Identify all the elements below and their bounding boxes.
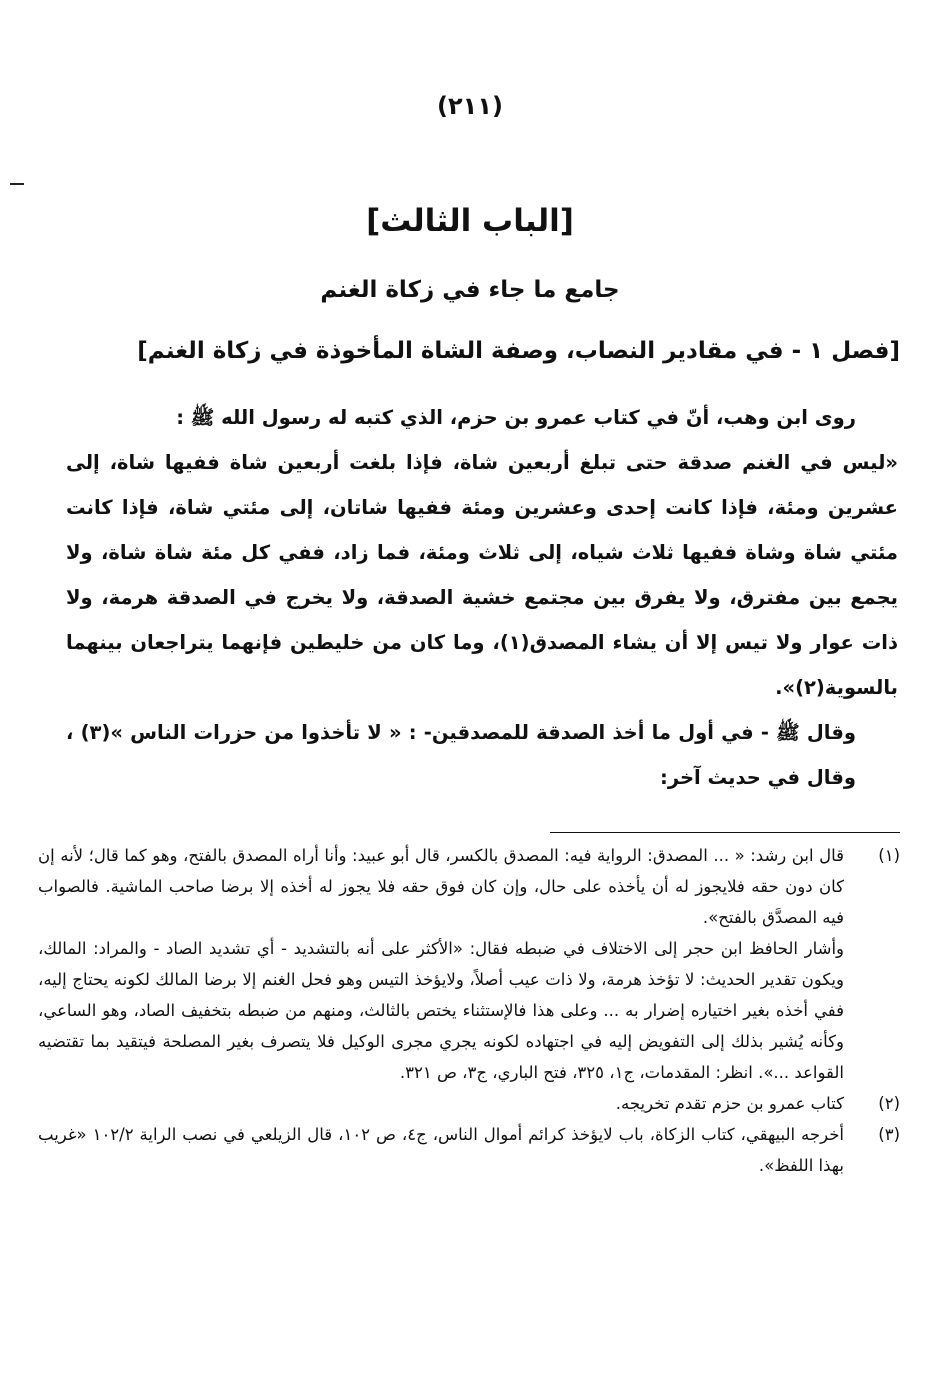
paragraph-narration: روى ابن وهب، أنّ في كتاب عمرو بن حزم، الذي كتبه له رسول الله ﷺ : bbox=[176, 406, 856, 429]
section-heading: [فصل ١ - في مقادير النصاب، وصفة الشاة المأخوذة في زكاة الغنم] bbox=[137, 338, 900, 364]
footnote bbox=[38, 1088, 900, 1119]
footnote bbox=[38, 840, 900, 933]
footnote-text: قال ابن رشد: « ... المصدق: الرواية فيه: المصدق بالكسر، قال أبو عبيد: وأنا أراه المصدق بالفتح، وهو كما قال؛ لأنه إن كان دون حقه فلايجوز له أن يأخذه على حال، وإن كان فوق حقه فلا يجوز له أخذه إلا برضا صاحب الماشية. فالصواب فيه المصدَّق بالفتح». bbox=[38, 846, 844, 927]
page-number: (٢١١) bbox=[437, 92, 503, 120]
paragraph-hadith: «ليس في الغنم صدقة حتى تبلغ أربعين شاة، فإذا بلغت أربعين شاة ففيها شاة، إلى عشرين ومئة، فإذا كانت إحدى وعشرين ومئة ففيها شاتان، إلى مئتي شاة، فإذا كانت مئتي شاة وشاة ففيها ثلاث شياه، إلى ثلاث ومئة، فما زاد، ففي كل مئة شاة شاة، ولا يجمع بين مفترق، ولا يفرق بين مجتمع خشية الصدقة، ولا يخرج في الصدقة هرمة، ولا ذات عوار ولا تيس إلا أن يشاء المصدق(١)، وما كان من خليطين فإنهما يتراجعان بينهما بالسوية(٢)». bbox=[66, 451, 898, 699]
chapter-subtitle: جامع ما جاء في زكاة الغنم bbox=[320, 277, 620, 303]
main-text bbox=[66, 395, 898, 800]
margin-mark bbox=[10, 183, 24, 185]
footnote bbox=[38, 1119, 900, 1181]
footnote-divider bbox=[550, 832, 900, 833]
footnotes bbox=[38, 840, 900, 1181]
footnote-continuation: وأشار الحافظ ابن حجر إلى الاختلاف في ضبطه فقال: «الأكثر على أنه بالتشديد - أي تشديد الصاد - والمراد: المالك، ويكون تقدير الحديث: لا تؤخذ هرمة، ولا ذات عيب أصلاً، ولايؤخذ التيس وهو فحل الغنم إلا برضا المالك لكونه يحتاج إليه، ففي أخذه بغير اختياره إضرار به ... وعلى هذا فالإستثناء يختص بالثالث، ومنهم من ضبطه بتخفيف الصاد، وهو الساعي، وكأنه يُشير بذلك إلى التفويض إليه في اجتهاده لكونه يجري مجرى الوكيل فلا يتصرف بغير المصلحة فيتقيد بما تقتضيه القواعد ...». انظر: المقدمات، ج١، ٣٢٥، فتح الباري، ج٣، ص ٣٢١. bbox=[38, 939, 844, 1082]
footnote-number: (٣) bbox=[878, 1125, 900, 1144]
footnote-number: (١) bbox=[878, 846, 900, 865]
footnote-number: (٢) bbox=[878, 1094, 900, 1113]
chapter-title: [الباب الثالث] bbox=[366, 203, 574, 239]
footnote-text: كتاب عمرو بن حزم تقدم تخريجه. bbox=[615, 1094, 844, 1113]
paragraph-saying: وقال ﷺ - في أول ما أخذ الصدقة للمصدقين- : « لا تأخذوا من حزرات الناس »(٣) ، وقال في حديث آخر: bbox=[66, 721, 857, 789]
footnote-text: أخرجه البيهقي، كتاب الزكاة، باب لايؤخذ كرائم أموال الناس، ج٤، ص ١٠٢، قال الزيلعي في نصب الراية ١٠٢/٢ «غريب بهذا اللفظ». bbox=[38, 1125, 844, 1175]
